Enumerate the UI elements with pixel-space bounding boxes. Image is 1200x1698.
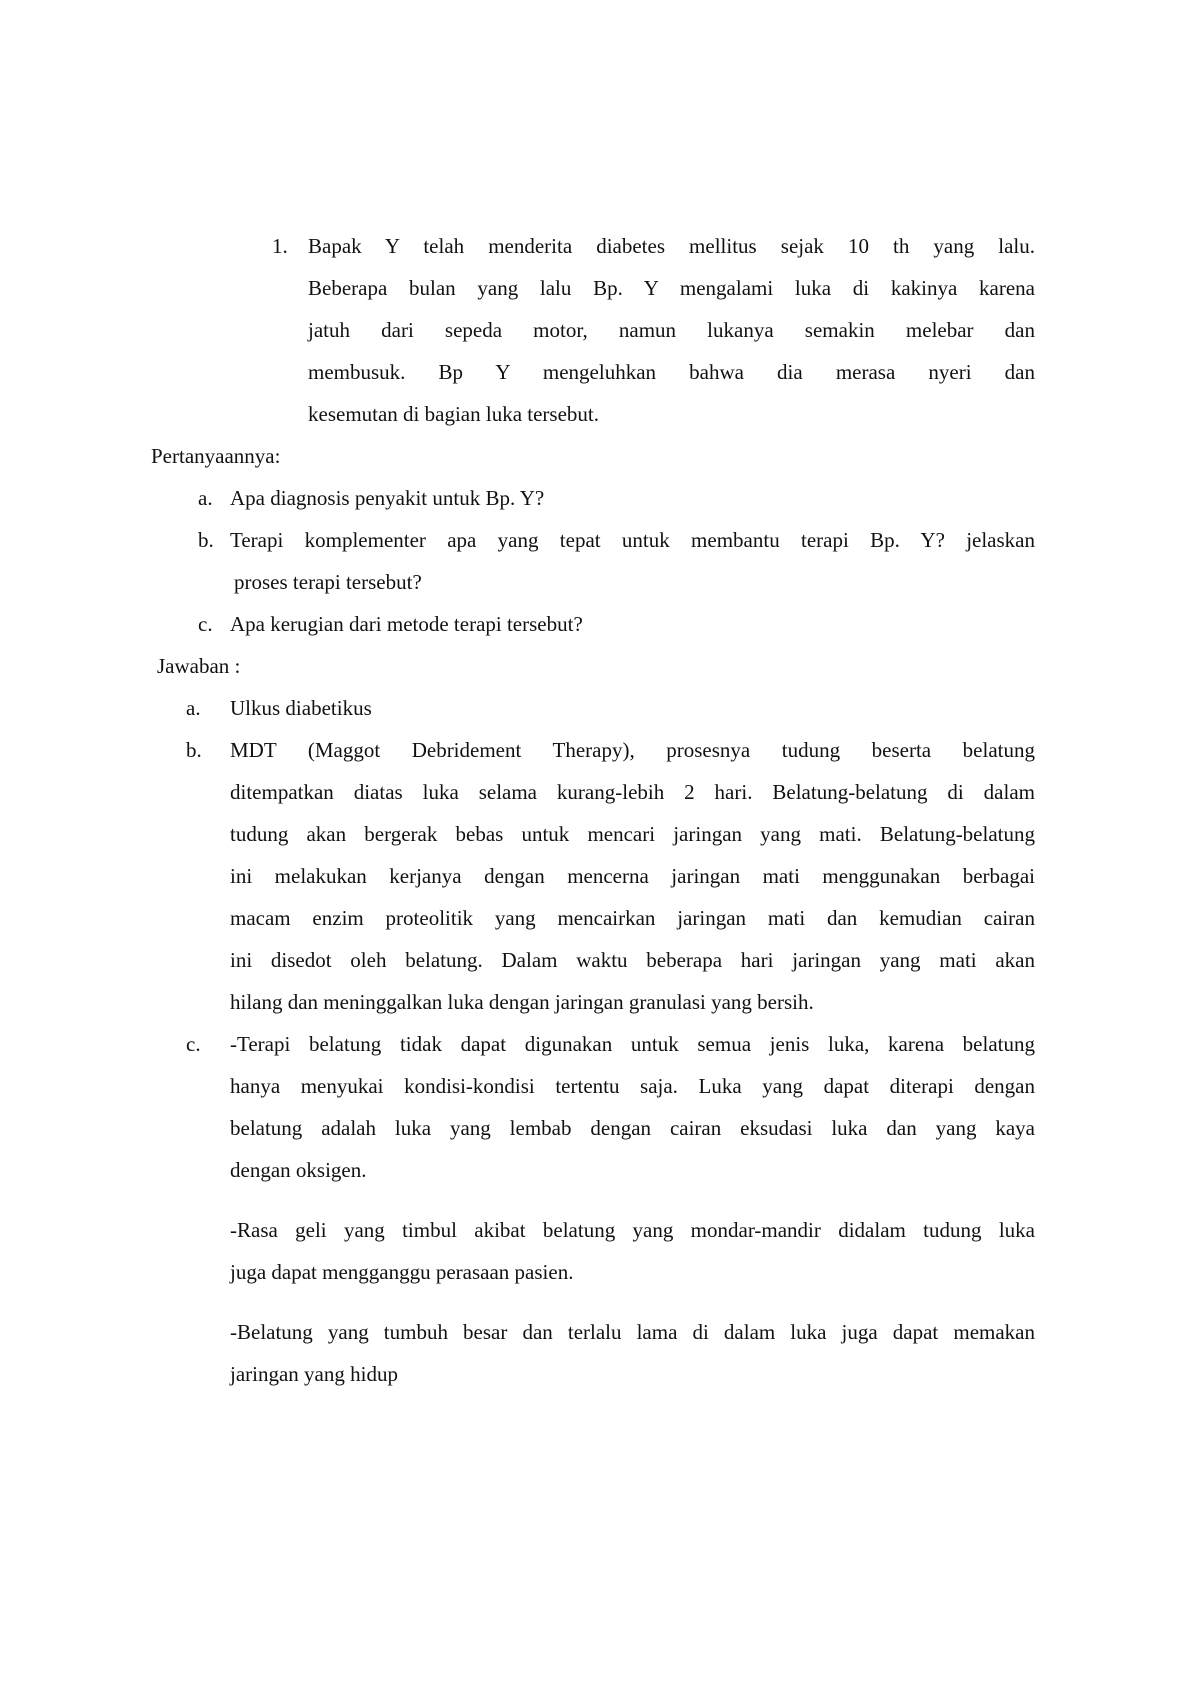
pertanyaan-c-text: Apa kerugian dari metode terapi tersebut? — [230, 612, 583, 636]
pertanyaan-b-line-1: Terapi komplementer apa yang tepat untuk membantu terapi Bp. Y? jelaskan — [230, 528, 1035, 552]
question-line-2: Beberapa bulan yang lalu Bp. Y mengalami luka di kakinya karena — [308, 276, 1035, 300]
question-number: 1. — [272, 234, 288, 258]
pertanyaan-a-marker: a. — [198, 486, 213, 510]
question-line-5: kesemutan di bagian luka tersebut. — [308, 402, 599, 426]
question-line-1: Bapak Y telah menderita diabetes mellitus sejak 10 th yang lalu. — [308, 234, 1035, 258]
jawaban-c-p3-line-1: -Belatung yang tumbuh besar dan terlalu lama di dalam luka juga dapat memakan — [230, 1320, 1035, 1344]
pertanyaan-heading: Pertanyaannya: — [151, 444, 281, 468]
jawaban-c-p1-line-3: belatung adalah luka yang lembab dengan cairan eksudasi luka dan yang kaya — [230, 1116, 1035, 1140]
pertanyaan-c-marker: c. — [198, 612, 213, 636]
jawaban-c-marker: c. — [186, 1032, 201, 1056]
jawaban-b-marker: b. — [186, 738, 202, 762]
jawaban-c-p2-line-1: -Rasa geli yang timbul akibat belatung yang mondar-mandir didalam tudung luka — [230, 1218, 1035, 1242]
pertanyaan-b-marker: b. — [198, 528, 214, 552]
jawaban-c-p2-line-2: juga dapat mengganggu perasaan pasien. — [230, 1260, 574, 1284]
jawaban-b-line-2: ditempatkan diatas luka selama kurang-lebih 2 hari. Belatung-belatung di dalam — [230, 780, 1035, 804]
pertanyaan-b-line-2: proses terapi tersebut? — [234, 570, 422, 594]
jawaban-c-p3-line-2: jaringan yang hidup — [230, 1362, 398, 1386]
jawaban-b-line-1: MDT (Maggot Debridement Therapy), prosesnya tudung beserta belatung — [230, 738, 1035, 762]
jawaban-a-marker: a. — [186, 696, 201, 720]
jawaban-b-line-5: macam enzim proteolitik yang mencairkan jaringan mati dan kemudian cairan — [230, 906, 1035, 930]
jawaban-b-line-3: tudung akan bergerak bebas untuk mencari jaringan yang mati. Belatung-belatung — [230, 822, 1035, 846]
jawaban-c-p1-line-1: -Terapi belatung tidak dapat digunakan untuk semua jenis luka, karena belatung — [230, 1032, 1035, 1056]
jawaban-b-line-7: hilang dan meninggalkan luka dengan jaringan granulasi yang bersih. — [230, 990, 814, 1014]
jawaban-c-p1-line-4: dengan oksigen. — [230, 1158, 367, 1182]
jawaban-c-p1-line-2: hanya menyukai kondisi-kondisi tertentu saja. Luka yang dapat diterapi dengan — [230, 1074, 1035, 1098]
question-line-3: jatuh dari sepeda motor, namun lukanya semakin melebar dan — [308, 318, 1035, 342]
question-line-4: membusuk. Bp Y mengeluhkan bahwa dia merasa nyeri dan — [308, 360, 1035, 384]
jawaban-b-line-6: ini disedot oleh belatung. Dalam waktu beberapa hari jaringan yang mati akan — [230, 948, 1035, 972]
pertanyaan-a-text: Apa diagnosis penyakit untuk Bp. Y? — [230, 486, 545, 510]
jawaban-heading: Jawaban : — [157, 654, 241, 678]
jawaban-a-text: Ulkus diabetikus — [230, 696, 372, 720]
jawaban-b-line-4: ini melakukan kerjanya dengan mencerna jaringan mati menggunakan berbagai — [230, 864, 1035, 888]
